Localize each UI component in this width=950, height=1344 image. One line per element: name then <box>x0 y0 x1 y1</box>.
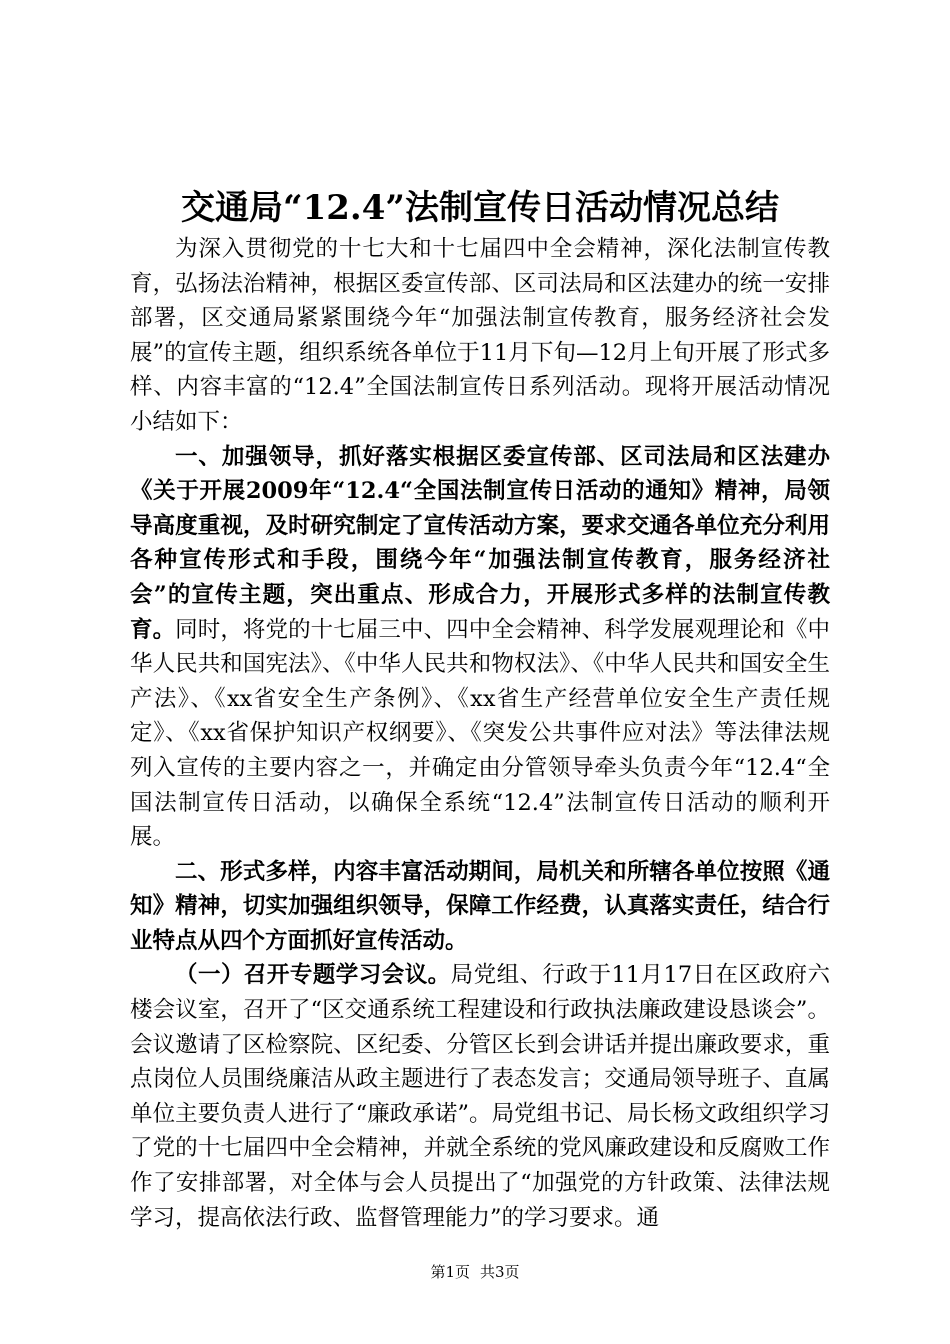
document-body <box>130 232 830 1235</box>
subsection-1-paragraph <box>130 958 830 1235</box>
subsection-1-heading: （一）召开专题学习会议。 <box>175 962 451 989</box>
section-1-heading: 一、加强领导，抓好落实根据区委宣传部、区司法局和区法建办《关于开展2009年“12.4“全国法制宣传日活动的通知》精神，局领导高度重视，及时研究制定了宣传活动方案，要求交通各单位充分利用各种宣传形式和手段，围绕今年“加强法制宣传教育，服务经济社会”的宣传主题，突出重点、形成合力，开展形式多样的法制宣传教育。 <box>130 443 830 643</box>
page-number: 第1页 <box>430 1263 470 1281</box>
page-footer <box>0 1262 950 1282</box>
subsection-1-text: 局党组、行政于11月17日在区政府六楼会议室，召开了“区交通系统工程建设和行政执法廉政建设恳谈会”。会议邀请了区检察院、区纪委、分管区长到会讲话并提出廉政要求，重点岗位人员围绕廉洁从政主题进行了表态发言；交通局领导班子、直属单位主要负责人进行了“廉政承诺”。局党组书记、局长杨文政组织学习了党的十七届四中全会精神，并就全系统的党风廉政建设和反腐败工作作了安排部署，对全体与会人员提出了“加强党的方针政策、法律法规学习，提高依法行政、监督管理能力”的学习要求。通 <box>130 962 830 1231</box>
section-1-text: 同时，将党的十七届三中、四中全会精神、科学发展观理论和《中华人民共和国宪法》、《中华人民共和物权法》、《中华人民共和国安全生产法》、《xx省安全生产条例》、《xx省生产经营单位安全生产责任规定》、《xx省保护知识产权纲要》、《突发公共事件应对法》等法律法规列入宣传的主要内容之一，并确定由分管领导牵头负责今年“12.4“全国法制宣传日活动，以确保全系统“12.4”法制宣传日活动的顺利开展。 <box>130 616 830 851</box>
page-total: 共3页 <box>480 1263 520 1281</box>
section-1-paragraph <box>130 440 830 855</box>
section-2-paragraph: 二、形式多样，内容丰富活动期间，局机关和所辖各单位按照《通知》精神，切实加强组织领导，保障工作经费，认真落实责任，结合行业特点从四个方面抓好宣传活动。 <box>130 858 830 954</box>
document-title: 交通局“12.4”法制宣传日活动情况总结 <box>181 188 779 228</box>
intro-paragraph: 为深入贯彻党的十七大和十七届四中全会精神，深化法制宣传教育，弘扬法治精神，根据区委宣传部、区司法局和区法建办的统一安排部署，区交通局紧紧围绕今年“加强法制宣传教育，服务经济社会发展”的宣传主题，组织系统各单位于11月下旬—12月上旬开展了形式多样、内容丰富的“12.4”全国法制宣传日系列活动。现将开展活动情况小结如下： <box>130 236 830 435</box>
